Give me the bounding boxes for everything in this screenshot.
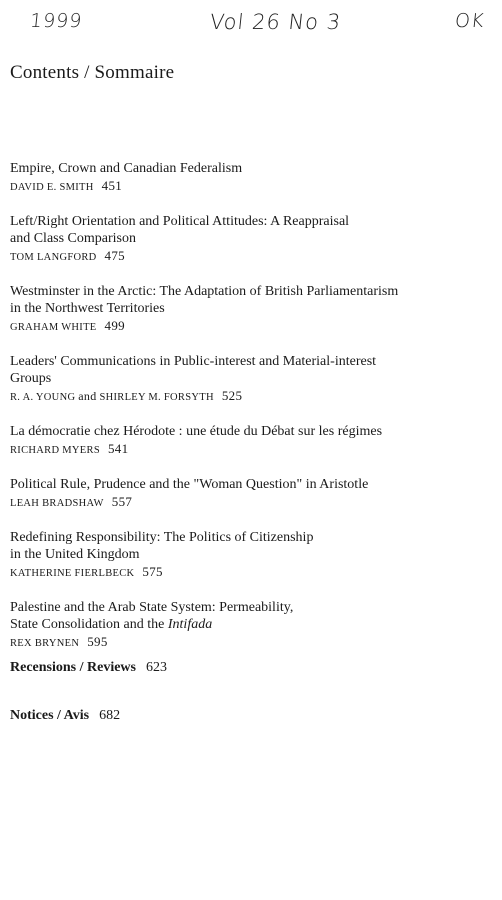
article-title: Empire, Crown and Canadian Federalism (10, 161, 243, 176)
article-page-number: 475 (104, 248, 125, 263)
page-title: Contents / Sommaire (10, 62, 175, 83)
article-title: Leaders' Communications in Public-interest and Material-interest Groups (10, 354, 377, 386)
reviews-label: Recensions / Reviews (10, 660, 136, 675)
table-of-contents (10, 160, 490, 669)
article-title-text: Palestine and the Arab State System: Permeability, State Consolidation and the (10, 600, 294, 632)
article-author: TOM LANGFORD (10, 252, 97, 263)
article-page-number: 525 (221, 388, 243, 403)
article-meta (10, 388, 490, 405)
toc-entry (10, 160, 490, 195)
article-title: La démocratie chez Hérodote : une étude du Débat sur les régimes (10, 424, 383, 439)
toc-entry (10, 213, 490, 265)
article-meta (10, 441, 490, 458)
article-title: Westminster in the Arctic: The Adaptation of British Parliamentarism in the Northwest Territories (10, 284, 399, 316)
article-title (10, 599, 490, 633)
article-title: Redefining Responsibility: The Politics of Citizenship in the United Kingdom (10, 530, 314, 562)
article-title-italic: Intifada (167, 617, 213, 632)
toc-entry (10, 423, 490, 458)
article-author-second: SHIRLEY M. FORSYTH (99, 392, 214, 403)
article-author: KATHERINE FIERLBECK (10, 568, 135, 579)
article-page-number: 451 (101, 178, 123, 193)
toc-entry (10, 529, 490, 581)
article-meta (10, 318, 490, 335)
reviews-page-number: 623 (146, 660, 167, 675)
toc-entry (10, 599, 490, 651)
article-author: GRAHAM WHITE (10, 322, 97, 333)
article-page-number: 575 (142, 564, 163, 579)
article-page-number: 541 (107, 441, 129, 456)
article-meta (10, 178, 490, 195)
article-author: REX BRYNEN (10, 638, 80, 649)
toc-entry (10, 283, 490, 335)
article-author: LEAH BRADSHAW (10, 498, 104, 509)
article-meta (10, 248, 490, 265)
toc-entry (10, 353, 490, 405)
handwritten-ok-mark: OK (453, 10, 486, 32)
author-conjunction: and (78, 389, 97, 403)
notices-section (10, 708, 120, 724)
article-meta (10, 564, 490, 581)
notices-page-number: 682 (99, 708, 121, 723)
article-page-number: 557 (111, 494, 133, 509)
notices-label: Notices / Avis (10, 708, 90, 723)
article-title: Political Rule, Prudence and the "Woman Question" in Aristotle (10, 477, 369, 492)
handwritten-year: 1999 (28, 10, 84, 32)
article-meta (10, 494, 490, 511)
handwritten-volume-number: Vol 26 No 3 (208, 10, 343, 34)
article-page-number: 595 (87, 634, 108, 649)
article-author: DAVID E. SMITH (10, 182, 94, 193)
article-meta (10, 634, 490, 651)
toc-entry (10, 476, 490, 511)
article-page-number: 499 (104, 318, 125, 333)
article-title: Left/Right Orientation and Political Attitudes: A Reappraisal and Class Comparison (10, 214, 350, 246)
reviews-section (10, 660, 167, 676)
article-author: RICHARD MYERS (10, 445, 100, 456)
article-author: R. A. YOUNG (10, 392, 76, 403)
